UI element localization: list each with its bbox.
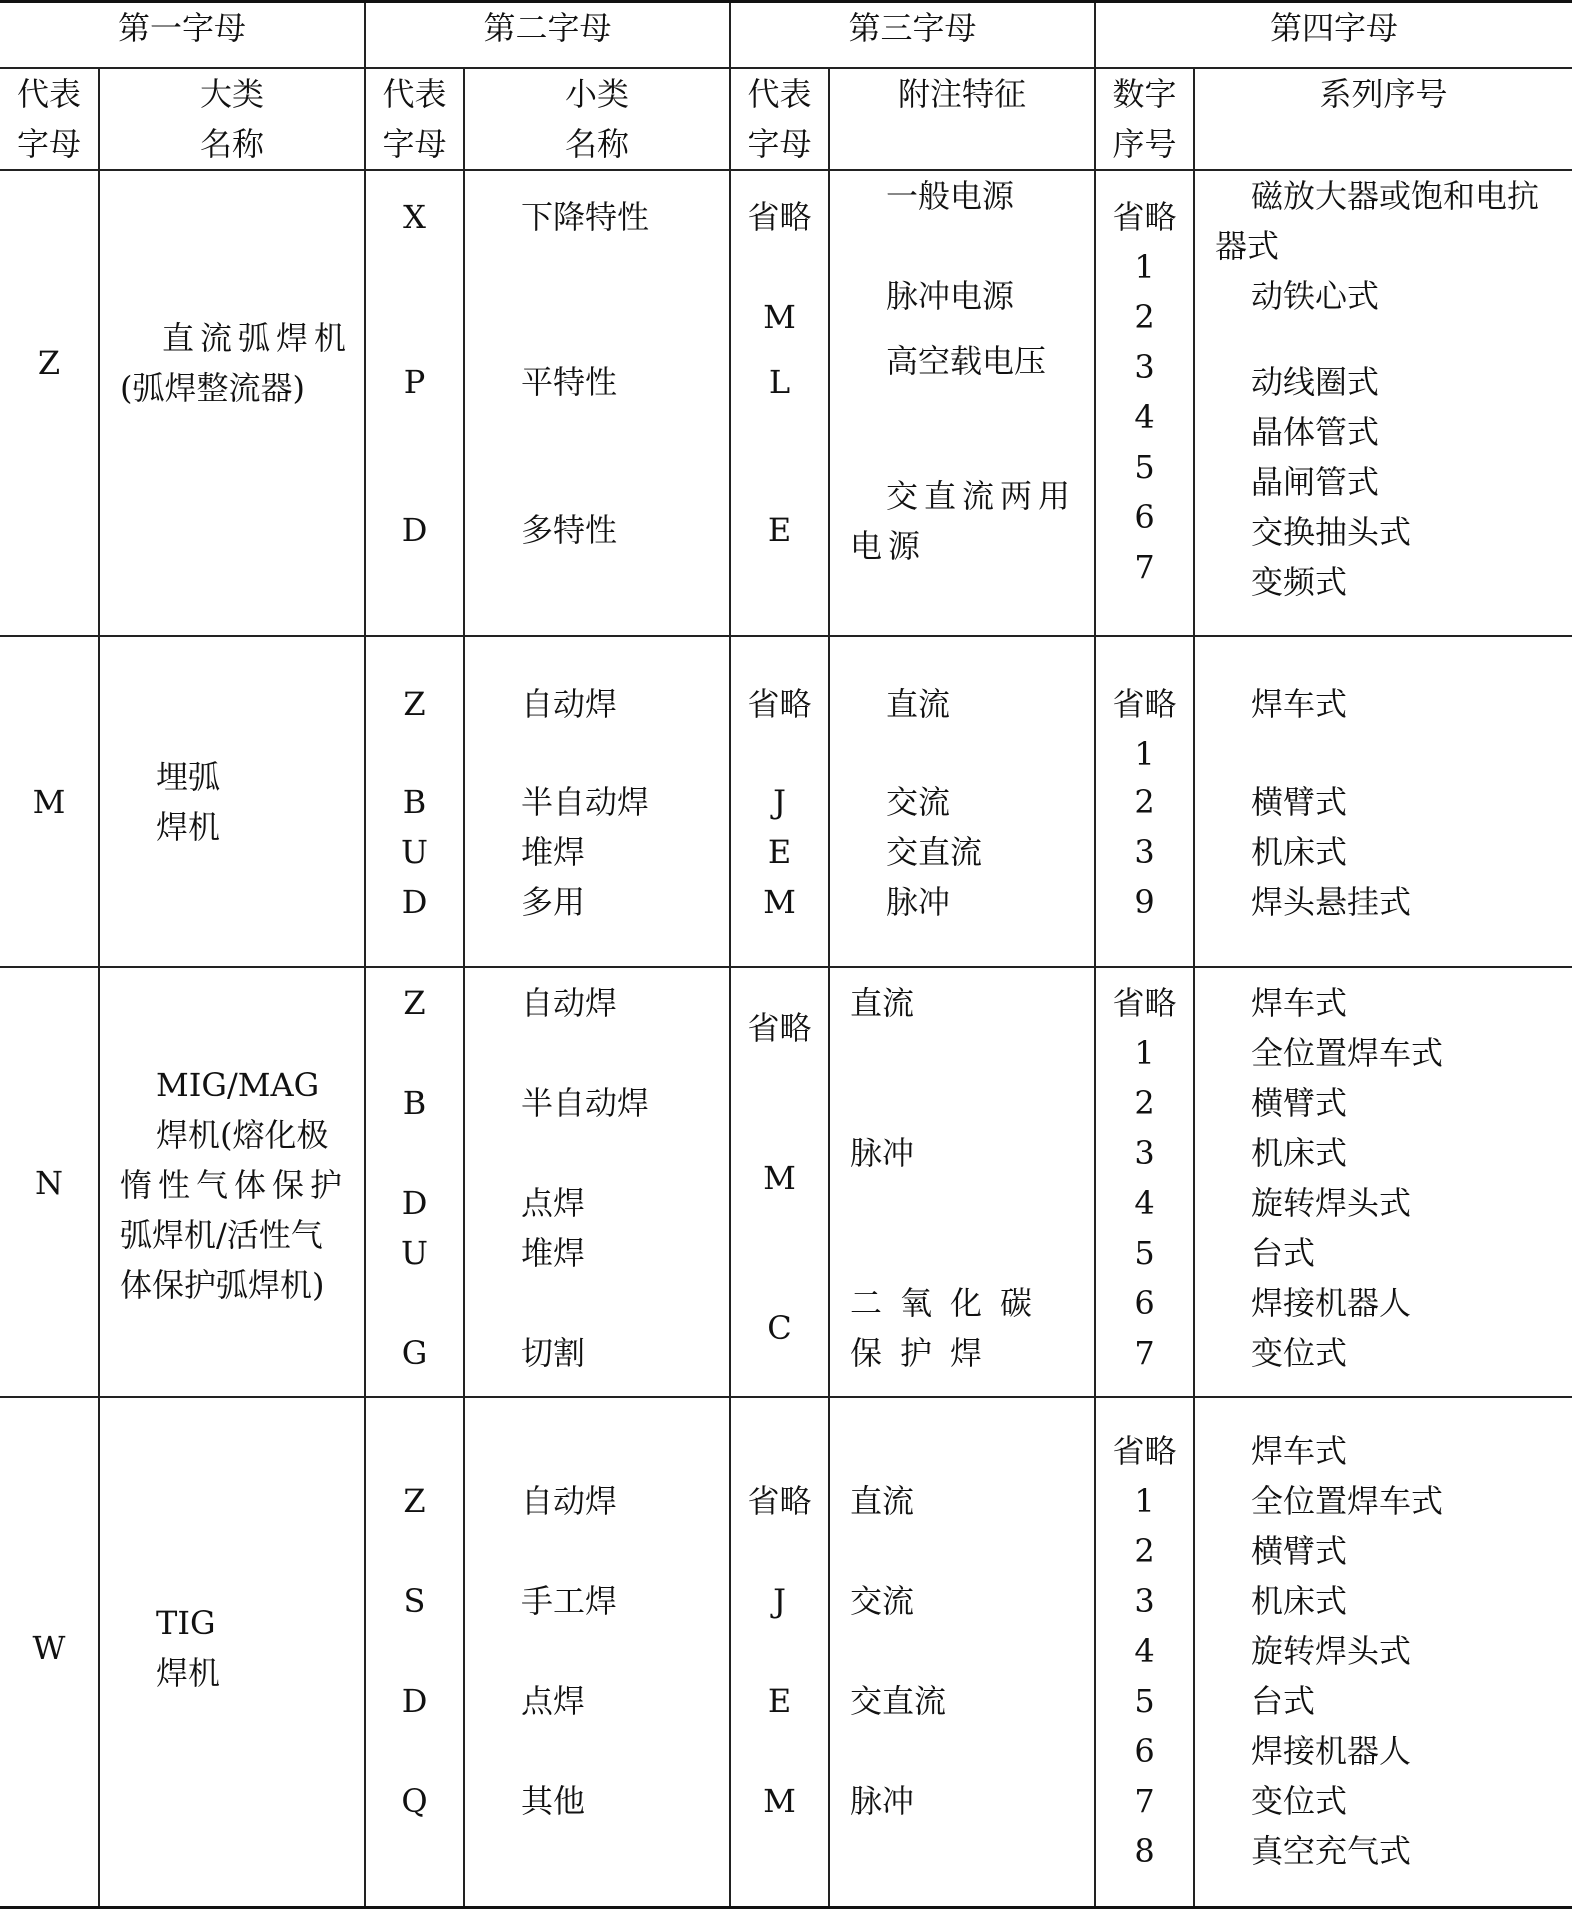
- col-header-third-code: 代表 字母: [730, 68, 829, 170]
- third-code-cell: 省略 M L E: [730, 170, 829, 636]
- first-code-cell: N: [0, 967, 99, 1397]
- group-header-row: [0, 2, 1572, 68]
- first-name-cell: TIG 焊机: [99, 1397, 365, 1908]
- group-header-fourth: 第四字母: [1095, 2, 1572, 68]
- col-header-first-name: 大类 名称: [99, 68, 365, 170]
- col-header-fourth-number: 数字 序号: [1095, 68, 1194, 170]
- third-feature-cell: 一般电源 脉冲电源 高空载电压 交直流两用电源: [829, 170, 1095, 636]
- first-code-cell: W: [0, 1397, 99, 1908]
- col-header-fourth-series: 系列序号: [1194, 68, 1572, 170]
- group-row-w: [0, 1397, 1572, 1908]
- fourth-number-cell: 省略 1 2 3 4 5 6 7: [1095, 170, 1194, 636]
- col-header-second-name: 小类 名称: [464, 68, 730, 170]
- second-name-cell: 自动焊 半自动焊 堆焊 多用: [464, 636, 730, 967]
- first-code-cell: M: [0, 636, 99, 967]
- second-name-cell: 下降特性 平特性 多特性: [464, 170, 730, 636]
- first-name-cell: MIG/MAG 焊机(熔化极 惰性气体保护 弧焊机/活性气 体保护弧焊机): [99, 967, 365, 1397]
- third-code-cell: 省略 J E M: [730, 1397, 829, 1908]
- group-row-m: [0, 636, 1572, 967]
- second-code-cell: Z B D U G: [365, 967, 464, 1397]
- group-row-z: [0, 170, 1572, 636]
- third-code-cell: 省略 M C: [730, 967, 829, 1397]
- third-code-cell: 省略 J E M: [730, 636, 829, 967]
- third-feature-cell: 直流 脉冲 二氧化碳保护焊: [829, 967, 1095, 1397]
- third-feature-cell: 直流 交流 交直流 脉冲: [829, 636, 1095, 967]
- second-name-cell: 自动焊 半自动焊 点焊 堆焊 切割: [464, 967, 730, 1397]
- first-name-cell: 埋弧 焊机: [99, 636, 365, 967]
- second-code-cell: Z B U D: [365, 636, 464, 967]
- fourth-number-cell: 省略 1 2 3 4 5 6 7 8: [1095, 1397, 1194, 1908]
- group-header-second: 第二字母: [365, 2, 730, 68]
- column-header-row: [0, 68, 1572, 170]
- group-row-n: [0, 967, 1572, 1397]
- col-header-second-code: 代表 字母: [365, 68, 464, 170]
- first-code-cell: Z: [0, 170, 99, 636]
- first-name-cell: 直流弧焊机 (弧焊整流器): [99, 170, 365, 636]
- third-feature-cell: 直流 交流 交直流 脉冲: [829, 1397, 1095, 1908]
- col-header-first-code: 代表 字母: [0, 68, 99, 170]
- fourth-series-cell: 焊车式 全位置焊车式 横臂式 机床式 旋转焊头式 台式 焊接机器人 变位式 真空充气式: [1194, 1397, 1572, 1908]
- second-code-cell: X P D: [365, 170, 464, 636]
- group-header-third: 第三字母: [730, 2, 1095, 68]
- fourth-number-cell: 省略 1 2 3 4 5 6 7: [1095, 967, 1194, 1397]
- fourth-number-cell: 省略 1 2 3 9: [1095, 636, 1194, 967]
- second-name-cell: 自动焊 手工焊 点焊 其他: [464, 1397, 730, 1908]
- second-code-cell: Z S D Q: [365, 1397, 464, 1908]
- col-header-third-feature: 附注特征: [829, 68, 1095, 170]
- fourth-series-cell: 磁放大器或饱和电抗器式 动铁心式 动线圈式 晶体管式 晶闸管式 交换抽头式 变频式: [1194, 170, 1572, 636]
- group-header-first: 第一字母: [0, 2, 365, 68]
- fourth-series-cell: 焊车式 横臂式 机床式 焊头悬挂式: [1194, 636, 1572, 967]
- fourth-series-cell: 焊车式 全位置焊车式 横臂式 机床式 旋转焊头式 台式 焊接机器人 变位式: [1194, 967, 1572, 1397]
